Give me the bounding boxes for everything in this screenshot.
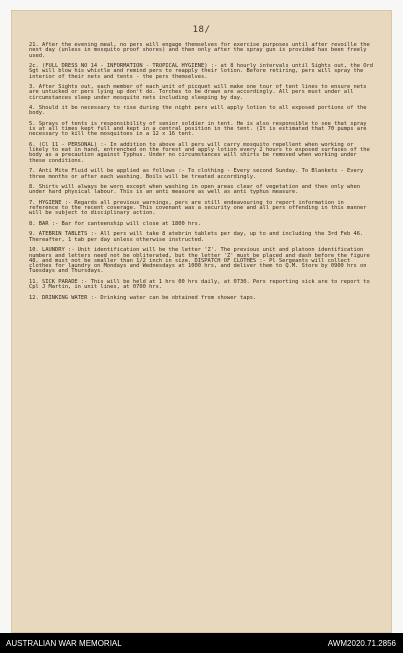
archive-footer (0, 633, 403, 653)
paragraph: 6. (Cl 11 - PERSONAL) :- In addition to above all pers will carry mosquito repellent when working or likely to eat in hand, entrenched on the forest and apply lotion every 2 hours to exposed surfaces of the body as a precaution against Typhus. Under no circumstances will shirts be removed when working under these conditions. (29, 141, 370, 164)
paragraph: 12. DRINKING WATER :- Drinking water can be obtained from shower taps. (29, 294, 257, 301)
archive-name: AUSTRALIAN WAR MEMORIAL (6, 639, 122, 648)
paragraph: 5. Sprays of tents is responsibility of senior soldier in tent. He is also responsible to see that spray is at all times kept full and kept in a central position in the tent. (It is estimated that 70 pumps are necessary to kill the mosquitoes in a 12 x 16 tent. (29, 120, 367, 138)
paragraph: 7. HYGIENE :- Regards all previous warnings, pers are still endeavouring to report information in reference to the recent coverage. This covenant was a security one and all pers offending in this manner will be subject to disciplinary action. (29, 199, 367, 217)
paragraph: 11. SICK PARADE :- This will be held at 1 hrs 00 hrs daily, at 0730. Pers reporting sick are to report to Cpl J Martin, in unit lines, at 0700 hrs. (29, 278, 370, 291)
paragraph: 8. BAR :- Bar for canteenship will close at 1800 hrs. (29, 220, 202, 227)
paragraph: 7. Anti Mite Fluid will be applied as follows :- To clothing - Every second Sunday. To Blankets - Every three months or after each washing. Boils will be treated accordingly. (29, 168, 364, 180)
paragraph: 10. LAUNDRY :- Unit identification will be the letter 'Z'. The previous unit and platoon identification numbers and letters need not be obliterated, but the letter 'Z' must be placed and dash before the figure 48, and must not be smaller than 1/2 inch in size. DISPATCH OF CLOTHES :- Pl Sergeants will collect clothes for laundry on Mondays and Wednesdays at 1000 hrs, and deliver them to Q.M. Store by 0900 hrs on Tuesdays and Thursdays. (29, 247, 370, 275)
document-page (11, 10, 392, 633)
paragraph: 4. Should it be necessary to rise during the night pers will apply lotion to all exposed portions of the body. (29, 105, 367, 117)
paragraph: 8. Shirts will always be worn except when washing in open areas clear of vegetation and then only when under hard physical labour. This is an anti measure as well as anti typhus measure. (29, 184, 361, 196)
paragraph: 9. ATEBRIN TABLETS :- All pers will take 8 atebrin tablets per day, up to and including the 3rd Feb 46. Thereafter, 1 tab per day unless otherwise instructed. (29, 231, 364, 243)
page-number: 18/ (192, 25, 211, 35)
document-body (29, 43, 376, 306)
paragraph: 3. After Sights out, each member of each unit of picquet will make one tour of tent lines to ensure nets are untucked or pers lying up don't do. Torches to be drawn are accordingly. All pers must under all circumstances sleep under mosquito nets including sleeping by day. (29, 84, 367, 101)
paragraph: 21. After the evening meal, no pers will engage themselves for exercise purposes until after revoille the next day (unless in mosquito proof shores) and then only after the spray gun is provided has been freely used. (29, 42, 370, 59)
paragraph: 2c. (FULL DRESS NO 14 - INFORMATION - TROPICAL HYGIENE) :- at 8 hourly intervals until Sights out, the Ord Sgt will blow his whistle and remind pers to reapply their lotion. Before retiring, pers will spray the interior of their nets and tents - the pers themselves. (29, 63, 374, 80)
accession-number: AWM2020.71.2856 (327, 639, 396, 648)
